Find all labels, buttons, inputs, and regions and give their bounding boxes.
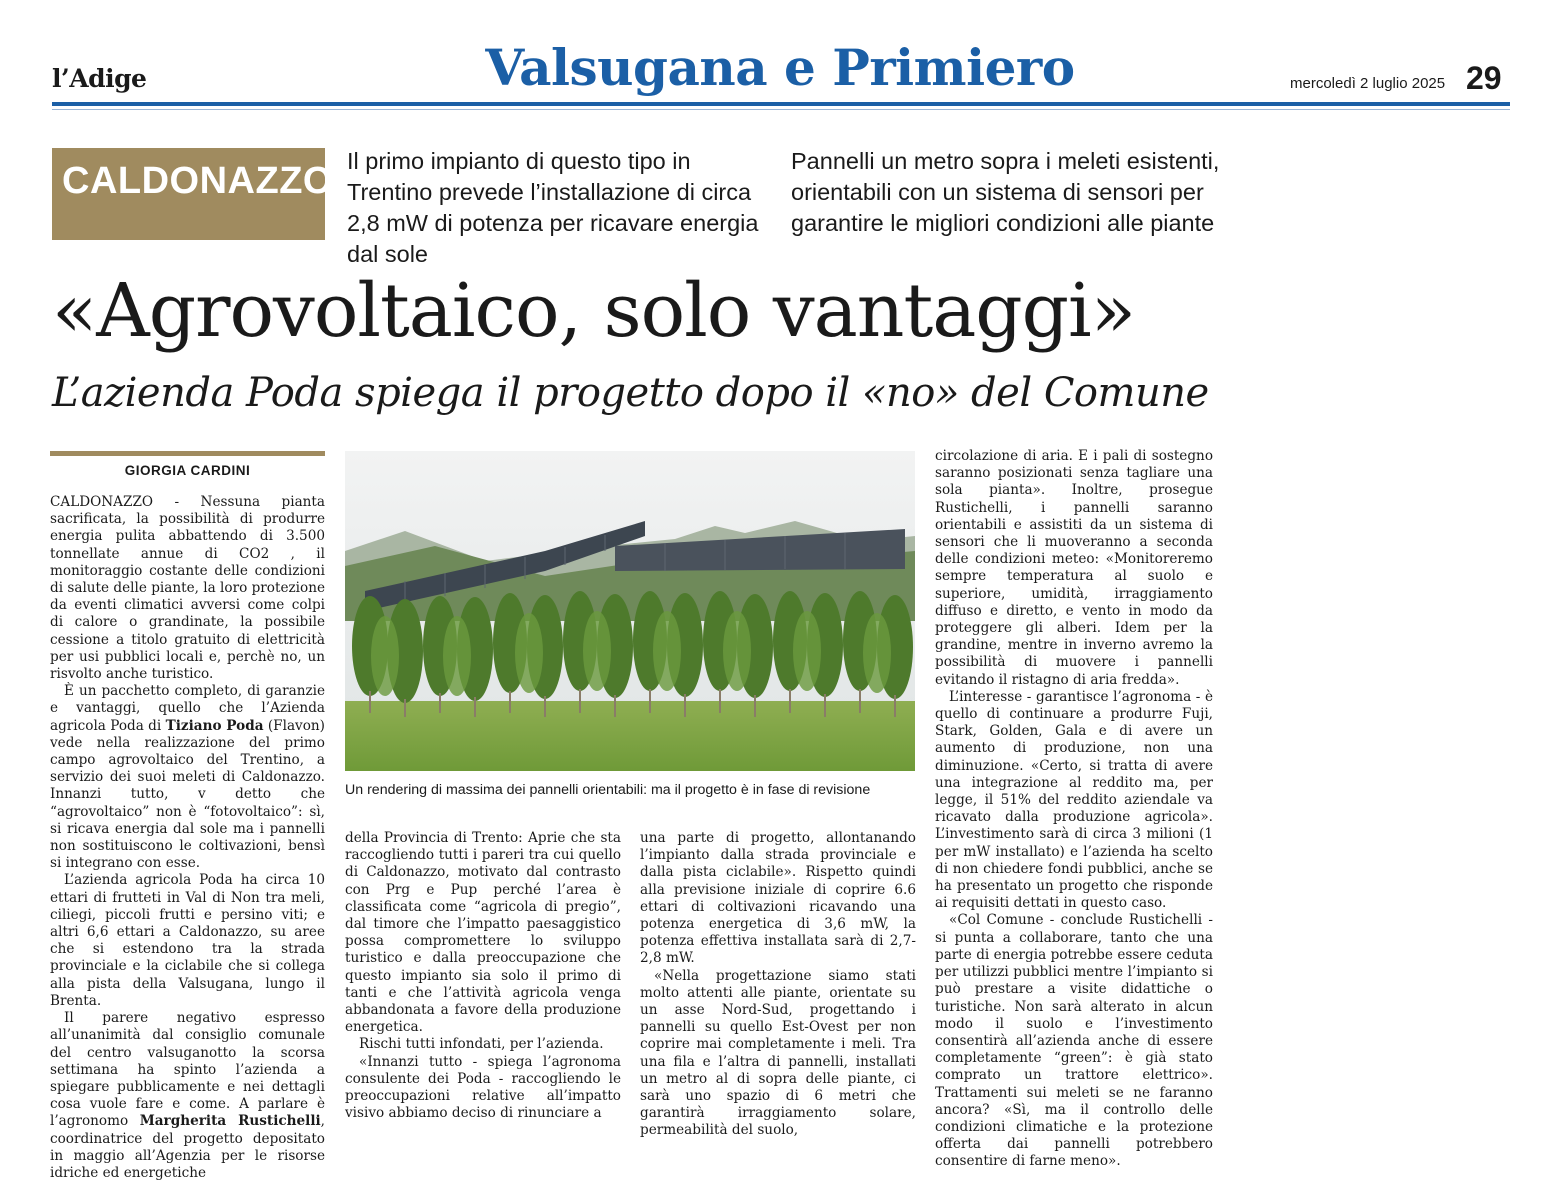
paragraph: della Provincia di Trento: Aprie che sta raccogliendo tutti i pareri tra cui quello di Caldonazzo, motivato dal contrasto con Prg e Pup perché l’area è classificata come “agricola di pregio”, dal timore che l’impatto paesaggistico possa compromettere lo sviluppo turistico e dalla preoccupazione che questo impianto sia solo il primo di tanti e che l’attività agricola venga abbandonata a favore della produzione energetica. <box>345 830 621 1036</box>
kicker-label: CALDONAZZO <box>62 160 333 202</box>
paragraph: «Col Comune - conclude Rustichelli - si punta a collaborare, tanto che una parte di energia potrebbe essere ceduta per utilizzi pubblici mentre l’impianto si può prestare a visite didattiche o turistiche. Non sarà alterato in alcun modo il suolo e l’investimento consentirà all’azienda anche di essere completamente “green”: è già stato comprato un trattore elettrico». Trattamenti sui meleti se ne faranno ancora? «Sì, ma il controllo delle condizioni climatiche e la protezione offerta dai pannelli potrebbero consentire di farne meno». <box>935 912 1213 1170</box>
paragraph: «Nella progettazione siamo stati molto attenti alle piante, orientate su un asse Nord-Sud, progettando i pannelli su quello Est-Ovest per non coprire mai completamente i meli. Tra una fila e l’altra di pannelli, installati un metro al di sopra delle piante, ci sarà uno spazio di 6 metri che garantirà irraggiamento solare, permeabilità del suolo, <box>640 967 916 1139</box>
article-column-2 <box>345 830 621 1122</box>
paragraph: CALDONAZZO - Nessuna pianta sacrificata, la possibilità di produrre energia pulita abbattendo di 3.500 tonnellate annue di CO2 , il monitoraggio costante delle condizioni di salute delle piante, la loro protezione da eventi climatici avversi come colpi di calore o grandinate, la possibile cessione a titolo gratuito di elettricità per usi pubblici locali e, perchè no, un risvolto anche turistico. <box>50 494 325 683</box>
issue-date: mercoledì 2 luglio 2025 <box>1290 75 1446 92</box>
article-column-3 <box>640 830 916 1140</box>
paragraph: L’azienda agricola Poda ha circa 10 ettari di frutteti in Val di Non tra meli, ciliegi, piccoli frutti e persino viti; e altri 6,6 ettari a Caldonazzo, su aree che si estendono tra la strada provinciale e la ciclabile che si collega alla pista della Valsugana, lungo il Brenta. <box>50 872 325 1009</box>
page-number: 29 <box>1466 60 1502 96</box>
section-title: Valsugana e Primiero <box>485 38 1075 97</box>
byline: GIORGIA CARDINI <box>124 463 251 478</box>
photo-rendering <box>345 451 915 771</box>
article-column-4 <box>935 448 1213 1171</box>
solar-panels-orchard-icon <box>345 451 915 771</box>
paragraph: Rischi tutti infondati, per l’azienda. <box>359 1036 604 1053</box>
paragraph: «Innanzi tutto - spiega l’agronoma consulente dei Poda - raccogliendo le preoccupazioni relative all’impatto visivo abbiamo deciso di rinunciare a <box>345 1053 621 1122</box>
byline-rule <box>50 451 325 456</box>
paragraph: È un pacchetto completo, di garanzie e vantaggi, quello che l’Azienda agricola Poda di Tiziano Poda (Flavon) vede nella realizzazione del primo campo agrovoltaico del Trentino, a servizio dei suoi meleti di Caldonazzo. Innanzi tutto, v detto che “agrovoltaico” non è “fotovoltaico”: sì, si ricava energia dal sole ma i pannelli non sostituiscono le coltivazioni, bensì si integrano con esse. <box>50 683 325 872</box>
paragraph: Il parere negativo espresso all’unanimità dal consiglio comunale del centro valsuganotto la scorsa settimana ha spinto l’azienda a spiegare pubblicamente e nei dettagli cosa vuole fare e come. A parlare è l’agronomo Margherita Rustichelli, coordinatrice del progetto depositato in maggio all’Agenzia per le risorse idriche ed energetiche <box>50 1010 325 1181</box>
headline: «Agrovoltaico, solo vantaggi» <box>52 268 1135 354</box>
paragraph: una parte di progetto, allontanando l’impianto dalla strada provinciale e dalla pista ciclabile». Rispetto quindi alla previsione iniziale di coprire 6.6 ettari di coltivazioni ricavando una potenza energetica di 3,6 mW, la potenza effettiva installata sarà di 2,7-2,8 mW. <box>640 830 916 967</box>
paragraph: L’interesse - garantisce l’agronoma - è quello di continuare a produrre Fuji, Stark, Golden, Gala e di avere un aumento di produzione, non una diminuzione. «Certo, si tratta di avere una integrazione al reddito ma, per legge, il 51% del reddito aziendale va ricavato dalla produzione agricola». L’investimento sarà di circa 3 milioni (1 per mW installato) e l’azienda ha scelto di non chiedere fondi pubblici, anche se ha presentato un progetto che risponde ai requisiti dettati in questo caso. <box>935 688 1213 912</box>
header-rule-thin <box>52 109 1510 110</box>
paragraph: circolazione di aria. E i pali di sostegno saranno posizionati senza tagliare una sola pianta». Inoltre, prosegue Rustichelli, i pannelli saranno orientabili e assistiti da un sistema di sensori che li muoveranno a seconda delle condizioni meteo: «Monitoreremo sempre temperatura al suolo e superiore, umidità, irraggiamento diffuso e diretto, e vento in modo da proteggere gli alberi. Idem per la grandine, mentre in inverno avremo la possibilità di muovere i pannelli evitando il ristagno di aria fredda». <box>935 448 1213 688</box>
deck-right: Pannelli un metro sopra i meleti esistenti, orientabili con un sistema di sensori per garantire le migliori condizioni alle piante <box>791 148 1220 236</box>
deck-left: Il primo impianto di questo tipo in Trentino prevede l’installazione di circa 2,8 mW di potenza per ricavare energia dal sole <box>347 148 759 267</box>
person-name: Margherita Rustichelli <box>139 1113 321 1130</box>
newspaper-logo: l’Adige <box>52 64 147 93</box>
subheadline: L’azienda Poda spiega il progetto dopo il «no» del Comune <box>52 370 1209 416</box>
photo-caption: Un rendering di massima dei pannelli orientabili: ma il progetto è in fase di revisione <box>345 782 871 798</box>
header-rule <box>52 102 1510 106</box>
person-name: Tiziano Poda <box>165 717 264 734</box>
article-column-1 <box>50 494 325 1182</box>
